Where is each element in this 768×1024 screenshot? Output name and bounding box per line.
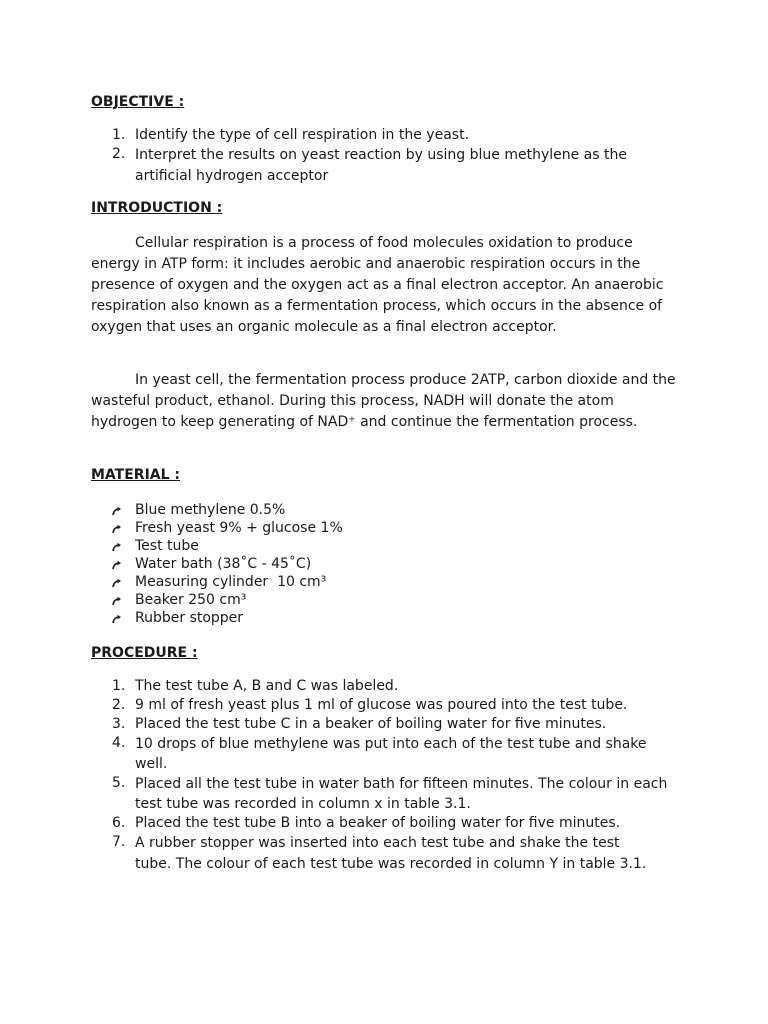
curved-arrow-bullet-icon	[111, 541, 123, 553]
curved-arrow-bullet-icon	[111, 613, 123, 625]
objective-heading: OBJECTIVE :	[91, 94, 185, 110]
introduction-heading: INTRODUCTION :	[91, 200, 223, 216]
list-item-text: 10 drops of blue methylene was put into each of the test tube and shake well.	[135, 736, 647, 772]
curved-arrow-bullet-icon	[111, 559, 123, 571]
list-item-text: Fresh yeast 9% + glucose 1%	[135, 520, 343, 536]
introduction-paragraph-1: Cellular respiration is a process of food molecules oxidation to produce energy in ATP form: it includes aerobic and anaerobic respiration occurs in the presence of oxygen and the oxygen act as a final electron acceptor. An anaerobic respiration also known as a fermentation process, which occurs in the absence of oxygen that uses an organic molecule as a final electron acceptor.	[91, 235, 664, 335]
list-item	[91, 814, 681, 833]
list-item-text: Identify the type of cell respiration in the yeast.	[135, 127, 470, 143]
list-item	[91, 833, 681, 875]
list-item-text: Interpret the results on yeast reaction by using blue methylene as the artificial hydrogen acceptor	[135, 147, 627, 184]
list-item-text: Rubber stopper	[135, 610, 244, 626]
objective-list	[91, 126, 681, 187]
curved-arrow-bullet-icon	[111, 577, 123, 589]
list-number: 4.	[112, 735, 126, 751]
list-item-text: The test tube A, B and C was labeled.	[135, 678, 399, 694]
list-item	[91, 537, 681, 555]
list-number: 3.	[112, 716, 126, 732]
list-number: 6.	[112, 815, 126, 831]
list-item-text: Placed all the test tube in water bath for fifteen minutes. The colour in each test tube was recorded in column x in table 3.1.	[135, 776, 668, 812]
list-item	[91, 734, 681, 774]
list-item	[91, 609, 681, 627]
list-item	[91, 519, 681, 537]
curved-arrow-bullet-icon	[111, 505, 123, 517]
list-item-text: Placed the test tube B into a beaker of boiling water for five minutes.	[135, 815, 621, 831]
list-item-text: Blue methylene 0.5%	[135, 502, 286, 518]
introduction-paragraph-2: In yeast cell, the fermentation process produce 2ATP, carbon dioxide and the wasteful product, ethanol. During this process, NADH will donate the atom hydrogen to keep generating of NAD⁺ and continue the fermentation process.	[91, 372, 676, 430]
material-list	[91, 501, 681, 627]
list-item	[91, 501, 681, 519]
list-item-text: Measuring cylinder 10 cm³	[135, 574, 327, 590]
curved-arrow-bullet-icon	[111, 595, 123, 607]
list-item	[91, 715, 681, 734]
procedure-heading: PROCEDURE :	[91, 645, 198, 661]
list-item-text: Water bath (38˚C - 45˚C)	[135, 556, 312, 572]
list-item	[91, 126, 681, 145]
list-number: 7.	[112, 834, 126, 850]
procedure-list	[91, 677, 681, 875]
curved-arrow-bullet-icon	[111, 523, 123, 535]
list-number: 5.	[112, 775, 126, 791]
list-item	[91, 677, 681, 696]
list-item	[91, 573, 681, 591]
list-item	[91, 145, 681, 187]
material-heading: MATERIAL :	[91, 467, 181, 483]
list-number: 2.	[112, 146, 126, 162]
list-item	[91, 555, 681, 573]
list-number: 2.	[112, 697, 126, 713]
list-number: 1.	[112, 127, 126, 143]
list-item-text: Beaker 250 cm³	[135, 592, 247, 608]
list-item-text: Placed the test tube C in a beaker of boiling water for five minutes.	[135, 716, 607, 732]
list-number: 1.	[112, 678, 126, 694]
list-item	[91, 696, 681, 715]
list-item-text: Test tube	[135, 538, 199, 554]
list-item	[91, 774, 681, 814]
list-item-text: A rubber stopper was inserted into each test tube and shake the test tube. The colour of each test tube was recorded in column Y in table 3.1.	[135, 835, 647, 872]
list-item-text: 9 ml of fresh yeast plus 1 ml of glucose was poured into the test tube.	[135, 697, 628, 713]
list-item	[91, 591, 681, 609]
